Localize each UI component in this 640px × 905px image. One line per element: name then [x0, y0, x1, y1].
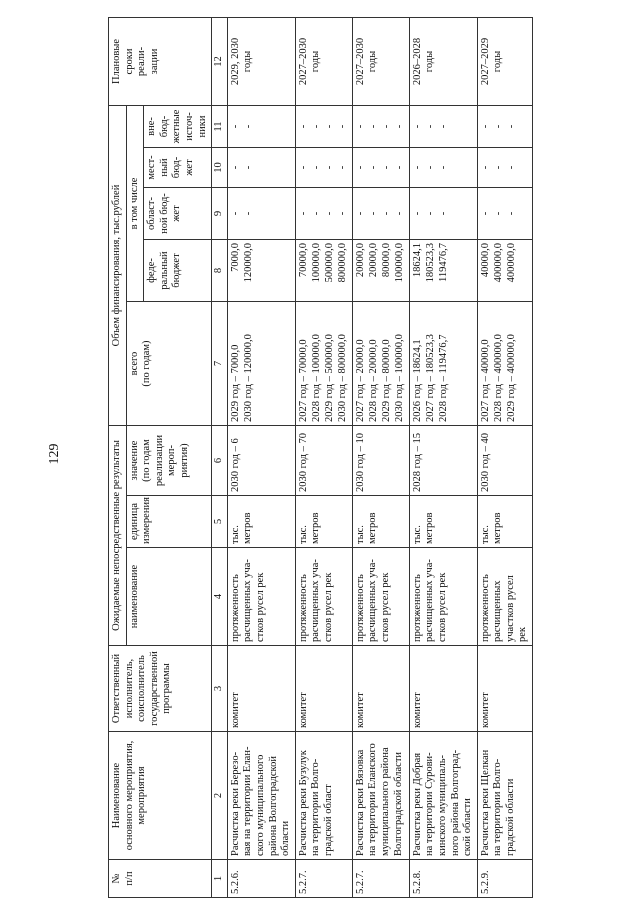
result-name: протяженность расчищенных уча- стков русел рек [409, 548, 477, 646]
federal-budget-line: 119476,7 [437, 243, 449, 282]
extra-budget-line: - [297, 124, 309, 129]
local-budget-line: - [411, 165, 423, 170]
total-by-years-line: 2030 год – 800000,0 [336, 334, 348, 422]
extra-budget [295, 105, 352, 147]
program-table [108, 17, 533, 898]
extra-budget-line: - [393, 124, 405, 129]
total-by-years-line: 2030 год – 100000,0 [393, 334, 405, 422]
activity-name: Расчистка реки Вязовка на территории Еланского муниципального района Волгоградской области [352, 732, 409, 860]
extra-budget [477, 105, 532, 147]
extra-budget-line: - [505, 124, 517, 129]
row-number: 5.2.6. [227, 860, 295, 898]
total-by-years-line: 2028 год – 119476,7 [437, 334, 449, 422]
header-terms: Плановые сроки реали- зации [109, 17, 212, 105]
header-num: № п/п [109, 860, 212, 898]
total-by-years [295, 302, 352, 426]
header-result-name: наименование [126, 548, 212, 646]
total-by-years-line: 2029 год – 400000,0 [505, 334, 517, 422]
result-name: протяженность расчищенных уча- стков русел рек [227, 548, 295, 646]
extra-budget-line: - [411, 124, 423, 129]
header-total: всего (по годам) [126, 302, 212, 426]
regional-budget-line: - [310, 211, 322, 216]
local-budget-line: - [492, 165, 504, 170]
federal-budget-line: 100000,0 [310, 243, 322, 283]
regional-budget-line: - [393, 211, 405, 216]
col-number: 4 [212, 548, 228, 646]
federal-budget-line: 80000,0 [380, 243, 392, 278]
regional-budget [295, 188, 352, 240]
total-by-years-line: 2029 год – 80000,0 [380, 339, 392, 422]
extra-budget-line: - [323, 124, 335, 129]
result-value: 2028 год – 15 [409, 426, 477, 496]
federal-budget-line: 70000,0 [297, 243, 309, 278]
col-number: 7 [212, 302, 228, 426]
result-value: 2030 год – 10 [352, 426, 409, 496]
header-including: в том числе [126, 105, 144, 301]
federal-budget-line: 120000,0 [242, 243, 254, 283]
extra-budget-line: - [424, 124, 436, 129]
total-by-years-line: 2027 год – 70000,0 [297, 339, 309, 422]
col-number: 12 [212, 17, 228, 105]
result-name: протяженность расчищенных участков русел рек [477, 548, 532, 646]
local-budget [409, 148, 477, 188]
local-budget-line: - [229, 165, 241, 170]
extra-budget [227, 105, 295, 147]
header-finance: Объем финансирования, тыс.рублей [109, 105, 127, 425]
regional-budget-line: - [242, 211, 254, 216]
table-row [352, 17, 409, 897]
extra-budget-line: - [310, 124, 322, 129]
federal-budget [352, 240, 409, 302]
result-unit: тыс. метров [477, 496, 532, 548]
result-unit: тыс. метров [352, 496, 409, 548]
federal-budget-line: 180523,3 [424, 243, 436, 283]
col-number: 3 [212, 646, 228, 732]
col-number: 1 [212, 860, 228, 898]
regional-budget [352, 188, 409, 240]
federal-budget [295, 240, 352, 302]
header-extra: вне- бюд- жетные источ- ники [144, 105, 212, 147]
total-by-years [477, 302, 532, 426]
local-budget [477, 148, 532, 188]
federal-budget-line: 20000,0 [367, 243, 379, 278]
header-federal: феде- ральный бюджет [144, 240, 212, 302]
regional-budget-line: - [492, 211, 504, 216]
regional-budget-line: - [479, 211, 491, 216]
local-budget-line: - [479, 165, 491, 170]
header-name: Наименование основного мероприятия, мероприятия [109, 732, 212, 860]
table-row [409, 17, 477, 897]
result-name: протяженность расчищенных уча- стков русел рек [352, 548, 409, 646]
total-by-years [352, 302, 409, 426]
table-row [295, 17, 352, 897]
regional-budget [477, 188, 532, 240]
federal-budget [409, 240, 477, 302]
extra-budget-line: - [380, 124, 392, 129]
extra-budget-line: - [229, 124, 241, 129]
result-name: протяженность расчищенных уча- стков русел рек [295, 548, 352, 646]
total-by-years-line: 2028 год – 100000,0 [310, 334, 322, 422]
header-local: мест- ный бюд- жет [144, 148, 212, 188]
regional-budget-line: - [505, 211, 517, 216]
federal-budget [477, 240, 532, 302]
total-by-years-line: 2030 год – 120000,0 [242, 334, 254, 422]
local-budget [295, 148, 352, 188]
col-number: 6 [212, 426, 228, 496]
total-by-years-line: 2028 год – 400000,0 [492, 334, 504, 422]
planned-terms: 2029, 2030 годы [227, 17, 295, 105]
local-budget-line: - [354, 165, 366, 170]
executor: комитет [295, 646, 352, 732]
planned-terms: 2026–2028 годы [409, 17, 477, 105]
col-number: 11 [212, 105, 228, 147]
planned-terms: 2027–2030 годы [352, 17, 409, 105]
total-by-years-line: 2026 год – 18624,1 [411, 339, 423, 422]
local-budget-line: - [310, 165, 322, 170]
local-budget-line: - [424, 165, 436, 170]
table-row [477, 17, 532, 897]
regional-budget-line: - [437, 211, 449, 216]
total-by-years-line: 2028 год – 20000,0 [367, 339, 379, 422]
extra-budget-line: - [336, 124, 348, 129]
federal-budget-line: 400000,0 [492, 243, 504, 283]
result-value: 2030 год – 70 [295, 426, 352, 496]
federal-budget-line: 18624,1 [411, 243, 423, 278]
extra-budget-line: - [367, 124, 379, 129]
col-number: 2 [212, 732, 228, 860]
federal-budget-line: 40000,0 [479, 243, 491, 278]
col-number: 9 [212, 188, 228, 240]
federal-budget-line: 500000,0 [323, 243, 335, 283]
regional-budget-line: - [411, 211, 423, 216]
executor: комитет [352, 646, 409, 732]
extra-budget-line: - [242, 124, 254, 129]
table-body [227, 17, 532, 897]
executor: комитет [227, 646, 295, 732]
header-value: значение (по годам реализации мероп- риятия) [126, 426, 212, 496]
federal-budget-line: 100000,0 [393, 243, 405, 283]
federal-budget-line: 400000,0 [505, 243, 517, 283]
activity-name: Расчистка реки Березо- вая на территории Елан- ского муниципального района Волгоградской области [227, 732, 295, 860]
total-by-years-line: 2027 год – 180523,3 [424, 334, 436, 422]
local-budget-line: - [367, 165, 379, 170]
regional-budget-line: - [297, 211, 309, 216]
total-by-years-line: 2029 год – 500000,0 [323, 334, 335, 422]
federal-budget [227, 240, 295, 302]
header-regional: област- ной бюд- жет [144, 188, 212, 240]
local-budget [352, 148, 409, 188]
activity-name: Расчистка реки Щелкан на территории Волго- градской области [477, 732, 532, 860]
result-unit: тыс. метров [295, 496, 352, 548]
federal-budget-line: 800000,0 [336, 243, 348, 283]
extra-budget [409, 105, 477, 147]
local-budget-line: - [393, 165, 405, 170]
local-budget-line: - [437, 165, 449, 170]
activity-name: Расчистка реки Бузулук на территории Волго- градской област [295, 732, 352, 860]
activity-name: Расчистка реки Добрая на территории Сурови- кинского муниципаль- ного района Волгоград- ской области [409, 732, 477, 860]
total-by-years [227, 302, 295, 426]
row-number: 5.2.7. [352, 860, 409, 898]
col-number: 10 [212, 148, 228, 188]
header-executor: Ответственный исполнитель, соисполнитель государственной программы [109, 646, 212, 732]
row-number: 5.2.9. [477, 860, 532, 898]
regional-budget-line: - [336, 211, 348, 216]
local-budget-line: - [336, 165, 348, 170]
regional-budget-line: - [424, 211, 436, 216]
row-number: 5.2.8. [409, 860, 477, 898]
extra-budget [352, 105, 409, 147]
rotated-table-container [108, 18, 588, 898]
regional-budget-line: - [323, 211, 335, 216]
result-unit: тыс. метров [409, 496, 477, 548]
regional-budget [227, 188, 295, 240]
total-by-years-line: 2029 год – 7000,0 [229, 344, 241, 422]
total-by-years-line: 2027 год – 20000,0 [354, 339, 366, 422]
local-budget-line: - [323, 165, 335, 170]
federal-budget-line: 7000,0 [229, 243, 241, 272]
header-results: Ожидаемые непосредственные результаты [109, 426, 127, 646]
col-number: 5 [212, 496, 228, 548]
regional-budget-line: - [229, 211, 241, 216]
regional-budget-line: - [354, 211, 366, 216]
federal-budget-line: 20000,0 [354, 243, 366, 278]
extra-budget-line: - [479, 124, 491, 129]
local-budget-line: - [297, 165, 309, 170]
page-number: 129 [47, 443, 62, 465]
regional-budget-line: - [367, 211, 379, 216]
total-by-years [409, 302, 477, 426]
table-row [227, 17, 295, 897]
local-budget [227, 148, 295, 188]
row-number: 5.2.7. [295, 860, 352, 898]
extra-budget-line: - [437, 124, 449, 129]
planned-terms: 2027–2030 годы [295, 17, 352, 105]
executor: комитет [409, 646, 477, 732]
extra-budget-line: - [492, 124, 504, 129]
col-number: 8 [212, 240, 228, 302]
regional-budget-line: - [380, 211, 392, 216]
result-value: 2030 год – 40 [477, 426, 532, 496]
total-by-years-line: 2027 год – 40000,0 [479, 339, 491, 422]
regional-budget [409, 188, 477, 240]
local-budget-line: - [380, 165, 392, 170]
executor: комитет [477, 646, 532, 732]
local-budget-line: - [242, 165, 254, 170]
result-value: 2030 год – 6 [227, 426, 295, 496]
planned-terms: 2027–2029 годы [477, 17, 532, 105]
extra-budget-line: - [354, 124, 366, 129]
result-unit: тыс. метров [227, 496, 295, 548]
header-unit: единица измерения [126, 496, 212, 548]
local-budget-line: - [505, 165, 517, 170]
